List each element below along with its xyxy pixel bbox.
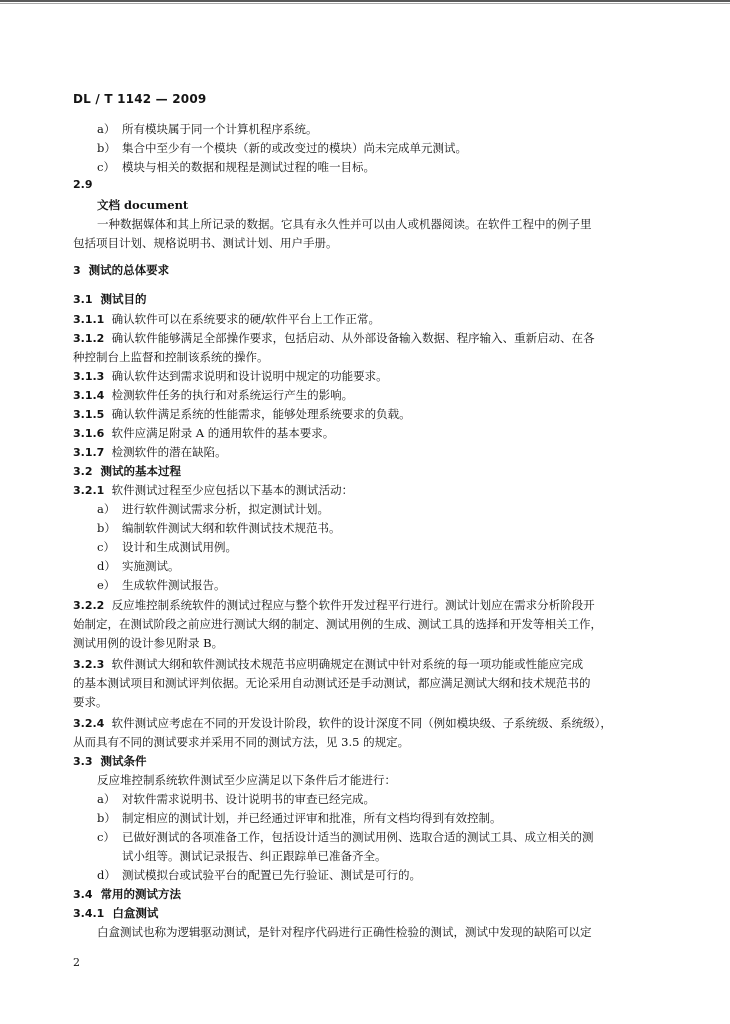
paragraph-line: 要求。	[73, 695, 108, 709]
list-item: d） 实施测试。	[97, 559, 180, 573]
clause: 3.1.5 确认软件满足系统的性能需求，能够处理系统要求的负载。	[73, 407, 411, 421]
list-item: b） 集合中至少有一个模块（新的或改变过的模块）尚未完成单元测试。	[97, 141, 467, 155]
clause: 3.1.6 软件应满足附录 A 的通用软件的基本要求。	[73, 426, 335, 440]
clause: 3.1.3 确认软件达到需求说明和设计说明中规定的功能要求。	[73, 369, 388, 383]
clause: 3.2.4 软件测试应考虑在不同的开发设计阶段，软件的设计深度不同（例如模块级、子系统级、系统级），	[73, 716, 612, 730]
clause: 3.1.1 确认软件可以在系统要求的硬/软件平台上工作正常。	[73, 312, 381, 326]
paragraph-line: 的基本测试项目和测试评判依据。无论采用自动测试还是手动测试，都应满足测试大纲和技术规范书的	[73, 676, 591, 690]
clause: 3.1.4 检测软件任务的执行和对系统运行产生的影响。	[73, 388, 354, 402]
list-item: c） 已做好测试的各项准备工作，包括设计适当的测试用例、选取合适的测试工具、成立相关的测	[97, 830, 594, 844]
standard-code-header: DL / T 1142 — 2009	[73, 92, 207, 106]
top-rule-shadow	[0, 3, 730, 4]
paragraph-line: 白盒测试也称为逻辑驱动测试，是针对程序代码进行正确性检验的测试，测试中发现的缺陷可以定	[97, 925, 592, 939]
top-rule	[0, 0, 730, 2]
paragraph-line: 始制定，在测试阶段之前应进行测试大纲的制定、测试用例的生成、测试工具的选择和开发等相关工作，	[73, 617, 602, 631]
page-number: 2	[73, 956, 80, 969]
list-item: c） 模块与相关的数据和规程是测试过程的唯一目标。	[97, 160, 375, 174]
clause: 3.2.1 软件测试过程至少应包括以下基本的测试活动：	[73, 483, 354, 497]
paragraph-line: 测试用例的设计参见附录 B。	[73, 636, 224, 650]
section-heading: 3.3 测试条件	[73, 754, 147, 768]
list-item: a） 对软件需求说明书、设计说明书的审查已经完成。	[97, 792, 375, 806]
list-item: d） 测试模拟台或试验平台的配置已先行验证、测试是可行的。	[97, 868, 421, 882]
paragraph-line: 反应堆控制系统软件测试至少应满足以下条件后才能进行：	[97, 773, 396, 787]
paragraph-line: 一种数据媒体和其上所记录的数据。它具有永久性并可以由人或机器阅读。在软件工程中的例子里	[97, 217, 592, 231]
list-item: a） 所有模块属于同一个计算机程序系统。	[97, 122, 318, 136]
paragraph-line: 从而具有不同的测试要求并采用不同的测试方法，见 3.5 的规定。	[73, 735, 410, 749]
clause: 3.2.3 软件测试大纲和软件测试技术规范书应明确规定在测试中针对系统的每一项功能或性能应完成	[73, 657, 584, 671]
section-heading: 3.4 常用的测试方法	[73, 887, 182, 901]
subsection-heading: 3.4.1 白盒测试	[73, 906, 159, 920]
term-title: 文档 document	[97, 198, 189, 212]
list-item: c） 设计和生成测试用例。	[97, 540, 237, 554]
list-item: b） 编制软件测试大纲和软件测试技术规范书。	[97, 521, 341, 535]
list-item: a） 进行软件测试需求分析，拟定测试计划。	[97, 502, 329, 516]
clause: 3.1.7 检测软件的潜在缺陷。	[73, 445, 227, 459]
list-item: e） 生成软件测试报告。	[97, 578, 226, 592]
clause-number: 2.9	[73, 178, 93, 191]
paragraph-line: 试小组等。测试记录报告、纠正跟踪单已准备齐全。	[122, 849, 387, 863]
clause: 3.1.2 确认软件能够满足全部操作要求，包括启动、从外部设备输入数据、程序输入、重新启动、在各	[73, 331, 595, 345]
paragraph-line: 包括项目计划、规格说明书、测试计划、用户手册。	[73, 236, 338, 250]
section-heading: 3.1 测试目的	[73, 292, 147, 306]
chapter-heading: 3 测试的总体要求	[73, 263, 170, 277]
clause: 3.2.2 反应堆控制系统软件的测试过程应与整个软件开发过程平行进行。测试计划应在需求分析阶段开	[73, 598, 595, 612]
list-item: b） 制定相应的测试计划，并已经通过评审和批准，所有文档均得到有效控制。	[97, 811, 502, 825]
section-heading: 3.2 测试的基本过程	[73, 464, 182, 478]
paragraph-line: 种控制台上监督和控制该系统的操作。	[73, 350, 269, 364]
